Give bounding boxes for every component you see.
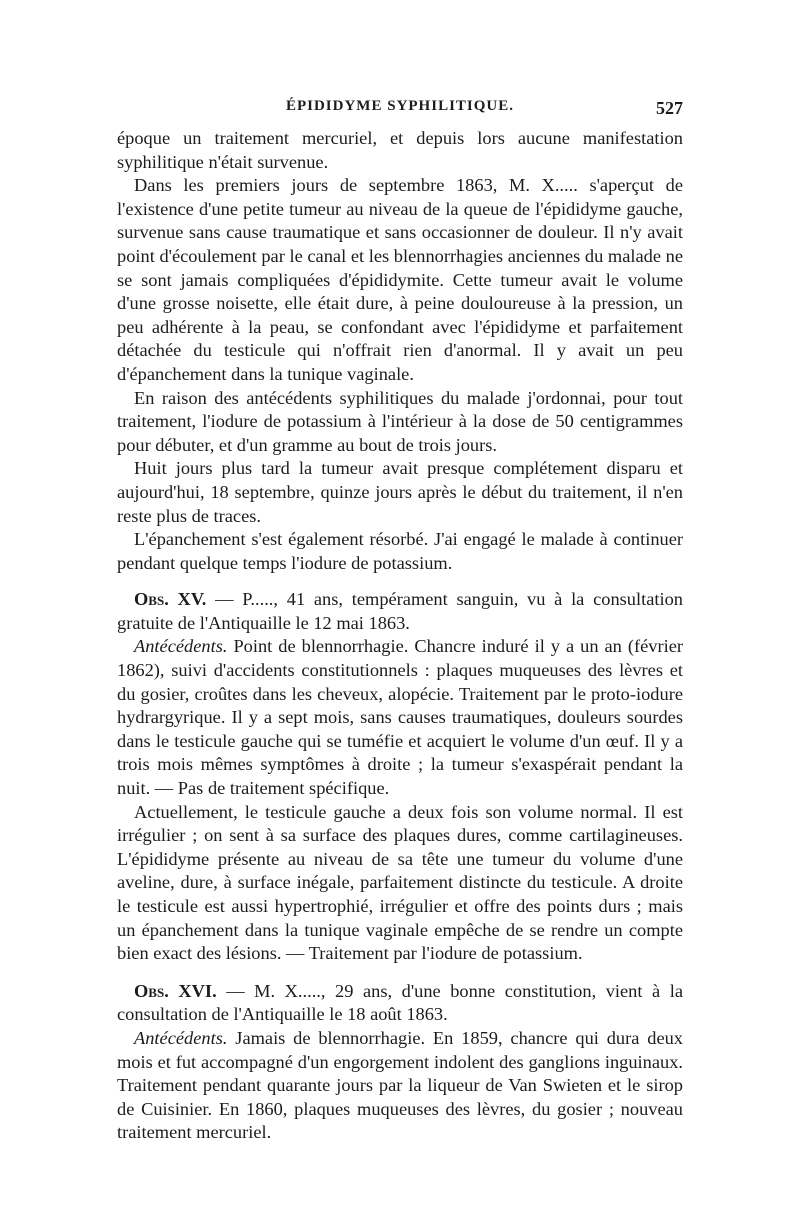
page-number: 527 [656,98,683,118]
observation-15-label: Obs. XV. [134,589,207,610]
observation-15-antecedents-label: Antécédents. [134,636,228,657]
observation-15-current-state: Actuellement, le testicule gauche a deux fois son volume normal. Il est irrégulier ; on sent à sa surface des plaques dures, comme cartilagineuses. L'épididyme présente au niveau de sa tête une tumeur du volume d'une aveline, dure, à surface inégale, parfaitement distincte du testicule. A droite le testicule est aussi hypertrophié, irrégulier et offre des points durs ; mais un épanchement dans la tunique vaginale empêche de se rendre un compte bien exact des lésions. — Traitement par l'iodure de potassium. [117,801,683,964]
observation-16-antecedents-label: Antécédents. [134,1027,228,1048]
observation-16-antecedents-text: Jamais de blennorrhagie. En 1859, chancre qui dura deux mois et fut accompagné d'un engorgement indolent des ganglions inguinaux. Traitement pendant quarante jours par la liqueur de Van Swieten et le sirop de Cuisinier. En 1860, plaques muqueuses des lèvres, du gosier ; nouveau traitement mercuriel. [117,1027,683,1143]
page-header [117,98,683,124]
paragraph-onset: Dans les premiers jours de septembre 1863, M. X..... s'aperçut de l'existence d'une petite tumeur au niveau de la queue de l'épididyme gauche, survenue sans cause traumatique et sans occasionner de douleur. Il n'y avait point d'écoulement par le canal et les blennorrhagies anciennes du malade ne se sont jamais compliquées d'épididymite. Cette tumeur avait le volume d'une grosse noisette, elle était dure, à peine douloureuse à la pression, un peu adhérente à la peau, se confondant avec l'épididyme et parfaitement détachée du testicule qui n'offrait rien d'anormal. Il y avait un peu d'épanchement dans la tunique vaginale. [117,175,683,384]
running-title: ÉPIDIDYME SYPHILITIQUE. [285,98,515,114]
paragraph-effusion: L'épanchement s'est également résorbé. J'ai engagé le malade à continuer pendant quelque temps l'iodure de potassium. [117,529,683,573]
paragraph-continuation: époque un traitement mercuriel, et depuis lors aucune manifestation syphilitique n'était survenue. [117,128,683,172]
paragraph-treatment: En raison des antécédents syphilitiques du malade j'ordonnai, pour tout traitement, l'iodure de potassium à l'intérieur à la dose de 50 centigrammes pour débuter, et d'un gramme au bout de trois jours. [117,387,683,455]
observation-16-antecedents [117,1027,683,1145]
observation-15-antecedents [117,635,683,800]
paragraph-outcome: Huit jours plus tard la tumeur avait presque complétement disparu et aujourd'hui, 18 septembre, quinze jours après le début du traitement, il n'en reste plus de traces. [117,458,683,526]
observation-15-intro [117,588,683,635]
observation-16-label: Obs. XVI. [134,980,217,1001]
observation-15-antecedents-text: Point de blennorrhagie. Chancre induré il y a un an (février 1862), suivi d'accidents constitutionnels : plaques muqueuses des lèvres et du gosier, croûtes dans les cheveux, alopécie. Traitement par le proto-iodure hydrargyrique. Il y a sept mois, sans causes traumatiques, douleurs sourdes dans le testicule gauche qui se tuméfie et acquiert le volume d'un œuf. Il y a trois mois mêmes symptômes à droite ; la tumeur s'exaspérait pendant la nuit. — Pas de traitement spécifique. [117,636,683,799]
body-text [117,127,683,1145]
observation-16-intro-text: — M. X....., 29 ans, d'une bonne constitution, vient à la consultation de l'Antiquaille le 18 août 1863. [117,980,683,1025]
observation-16-intro [117,980,683,1027]
observation-15-intro-text: — P....., 41 ans, tempérament sanguin, vu à la consultation gratuite de l'Antiquaille le 12 mai 1863. [117,589,683,633]
